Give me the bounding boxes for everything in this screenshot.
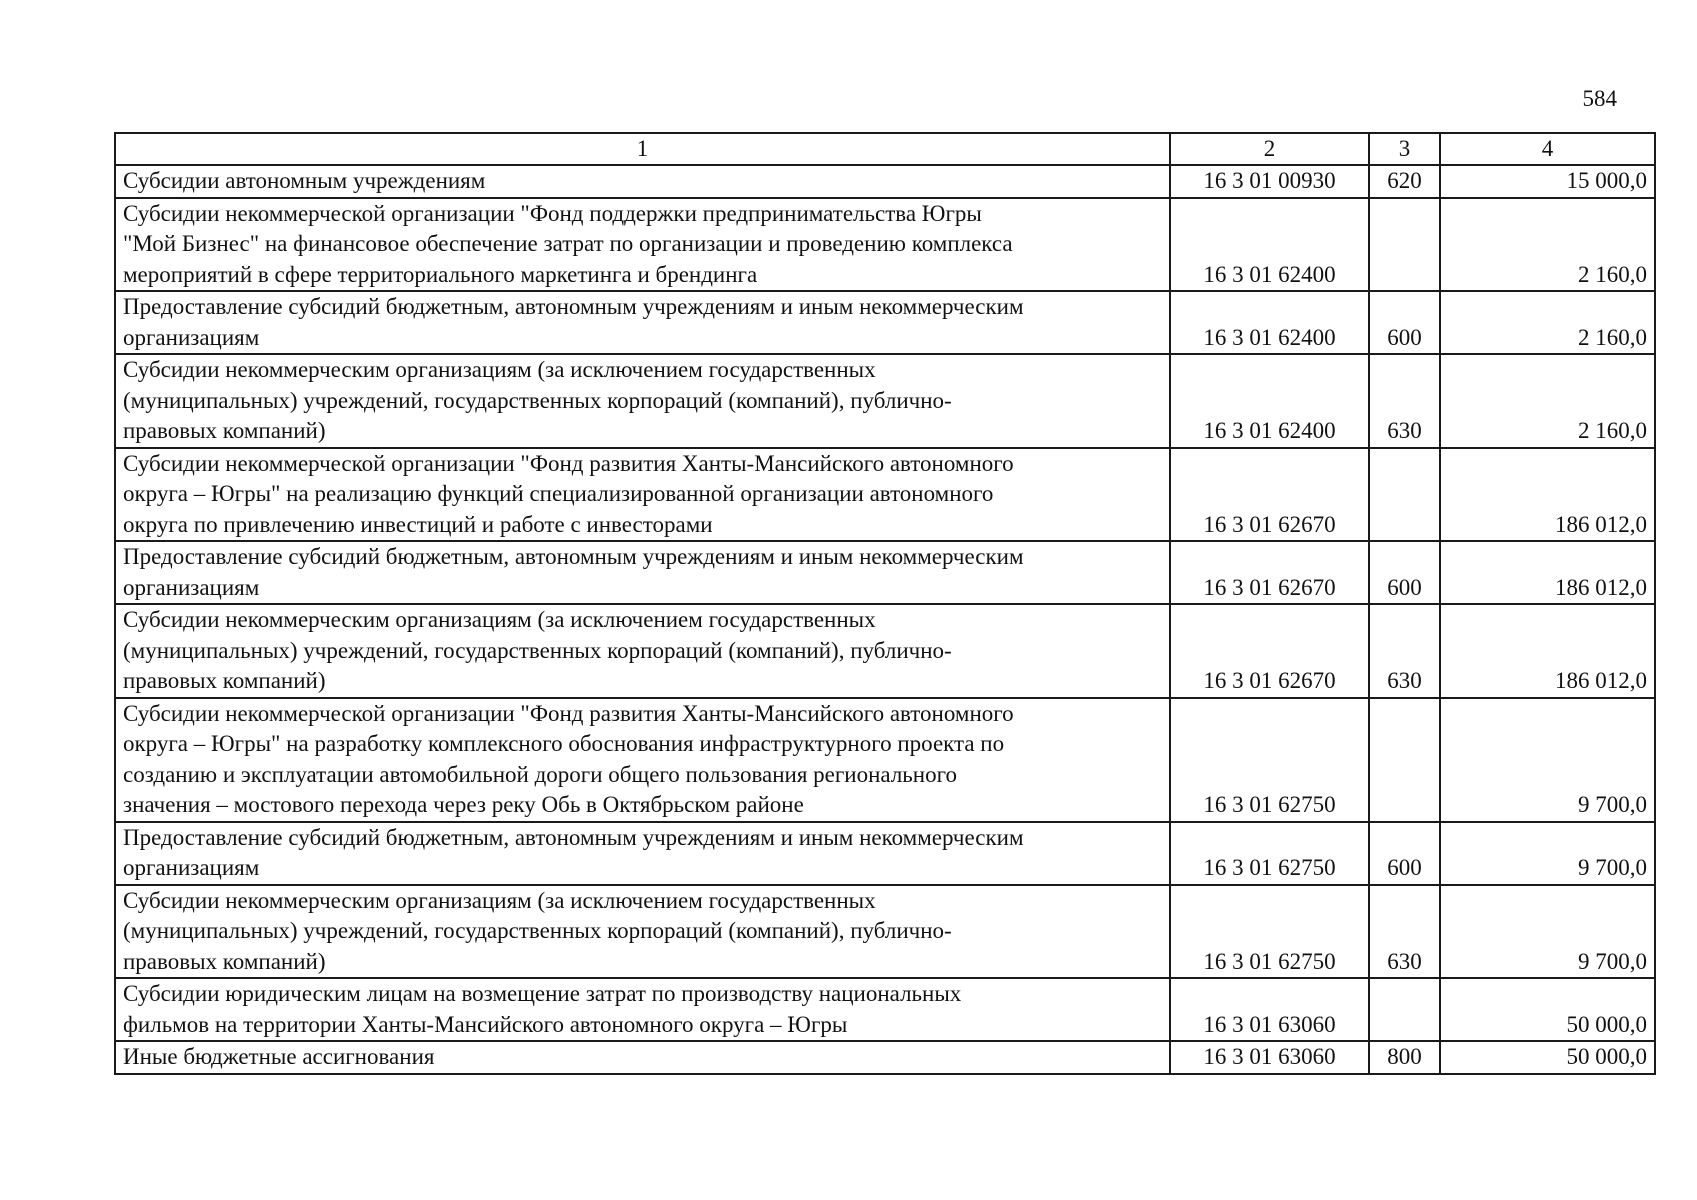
row-sum: 186 012,0	[1440, 604, 1655, 698]
row-sum: 186 012,0	[1440, 448, 1655, 542]
row-type: 600	[1369, 822, 1440, 885]
row-type	[1369, 198, 1440, 292]
row-type	[1369, 698, 1440, 822]
row-code: 16 3 01 62670	[1170, 604, 1369, 698]
row-type: 600	[1369, 291, 1440, 354]
header-row	[115, 133, 1655, 165]
row-type: 800	[1369, 1041, 1440, 1074]
row-sum: 15 000,0	[1440, 165, 1655, 198]
row-sum: 2 160,0	[1440, 198, 1655, 292]
row-code: 16 3 01 62400	[1170, 354, 1369, 448]
table-row	[115, 822, 1655, 885]
row-sum: 2 160,0	[1440, 354, 1655, 448]
header-col-2: 2	[1170, 133, 1369, 165]
table-row	[115, 604, 1655, 698]
row-code: 16 3 01 00930	[1170, 165, 1369, 198]
row-code: 16 3 01 62670	[1170, 541, 1369, 604]
row-sum: 9 700,0	[1440, 822, 1655, 885]
header-col-1: 1	[115, 133, 1170, 165]
table-row	[115, 291, 1655, 354]
header-col-3: 3	[1369, 133, 1440, 165]
row-type: 630	[1369, 354, 1440, 448]
row-name: Предоставление субсидий бюджетным, автономным учреждениям и иным некоммерческим организациям	[115, 291, 1170, 354]
row-code: 16 3 01 62670	[1170, 448, 1369, 542]
row-name: Субсидии некоммерческой организации "Фонд поддержки предпринимательства Югры "Мой Бизнес" на финансовое обеспечение затрат по организации и проведению комплекса мероприятий в сфере территориального маркетинга и брендинга	[115, 198, 1170, 292]
row-code: 16 3 01 62400	[1170, 198, 1369, 292]
table-row	[115, 448, 1655, 542]
row-sum: 9 700,0	[1440, 698, 1655, 822]
row-name: Предоставление субсидий бюджетным, автономным учреждениям и иным некоммерческим организациям	[115, 822, 1170, 885]
row-code: 16 3 01 62400	[1170, 291, 1369, 354]
table-row	[115, 541, 1655, 604]
row-code: 16 3 01 62750	[1170, 698, 1369, 822]
table-header	[115, 133, 1655, 165]
row-type	[1369, 448, 1440, 542]
row-code: 16 3 01 63060	[1170, 1041, 1369, 1074]
row-name: Субсидии автономным учреждениям	[115, 165, 1170, 198]
table-row	[115, 198, 1655, 292]
table-row	[115, 1041, 1655, 1074]
row-name: Субсидии некоммерческой организации "Фонд развития Ханты-Мансийского автономного округа – Югры" на реализацию функций специализированной организации автономного округа по привлечению инвестиций и работе с инвесторами	[115, 448, 1170, 542]
row-type: 620	[1369, 165, 1440, 198]
row-sum: 50 000,0	[1440, 978, 1655, 1041]
row-sum: 9 700,0	[1440, 885, 1655, 979]
row-type: 630	[1369, 885, 1440, 979]
table-body	[115, 165, 1655, 1074]
table-row	[115, 165, 1655, 198]
row-name: Предоставление субсидий бюджетным, автономным учреждениям и иным некоммерческим организациям	[115, 541, 1170, 604]
table-row	[115, 354, 1655, 448]
row-type	[1369, 978, 1440, 1041]
row-name: Иные бюджетные ассигнования	[115, 1041, 1170, 1074]
page-number: 584	[1582, 86, 1617, 111]
row-code: 16 3 01 62750	[1170, 885, 1369, 979]
table-row	[115, 978, 1655, 1041]
row-name: Субсидии некоммерческим организациям (за исключением государственных (муниципальных) учреждений, государственных корпораций (компаний), публично- правовых компаний)	[115, 885, 1170, 979]
row-name: Субсидии некоммерческим организациям (за исключением государственных (муниципальных) учреждений, государственных корпораций (компаний), публично- правовых компаний)	[115, 604, 1170, 698]
table-row	[115, 885, 1655, 979]
row-sum: 50 000,0	[1440, 1041, 1655, 1074]
table-row	[115, 698, 1655, 822]
row-code: 16 3 01 63060	[1170, 978, 1369, 1041]
header-col-4: 4	[1440, 133, 1655, 165]
budget-table	[114, 132, 1656, 1075]
row-sum: 2 160,0	[1440, 291, 1655, 354]
row-type: 630	[1369, 604, 1440, 698]
row-name: Субсидии юридическим лицам на возмещение затрат по производству национальных фильмов на территории Ханты-Мансийского автономного округа – Югры	[115, 978, 1170, 1041]
row-name: Субсидии некоммерческим организациям (за исключением государственных (муниципальных) учреждений, государственных корпораций (компаний), публично- правовых компаний)	[115, 354, 1170, 448]
row-sum: 186 012,0	[1440, 541, 1655, 604]
row-code: 16 3 01 62750	[1170, 822, 1369, 885]
row-type: 600	[1369, 541, 1440, 604]
row-name: Субсидии некоммерческой организации "Фонд развития Ханты-Мансийского автономного округа – Югры" на разработку комплексного обоснования инфраструктурного проекта по созданию и эксплуатации автомобильной дороги общего пользования регионального значения – мостового перехода через реку Обь в Октябрьском районе	[115, 698, 1170, 822]
